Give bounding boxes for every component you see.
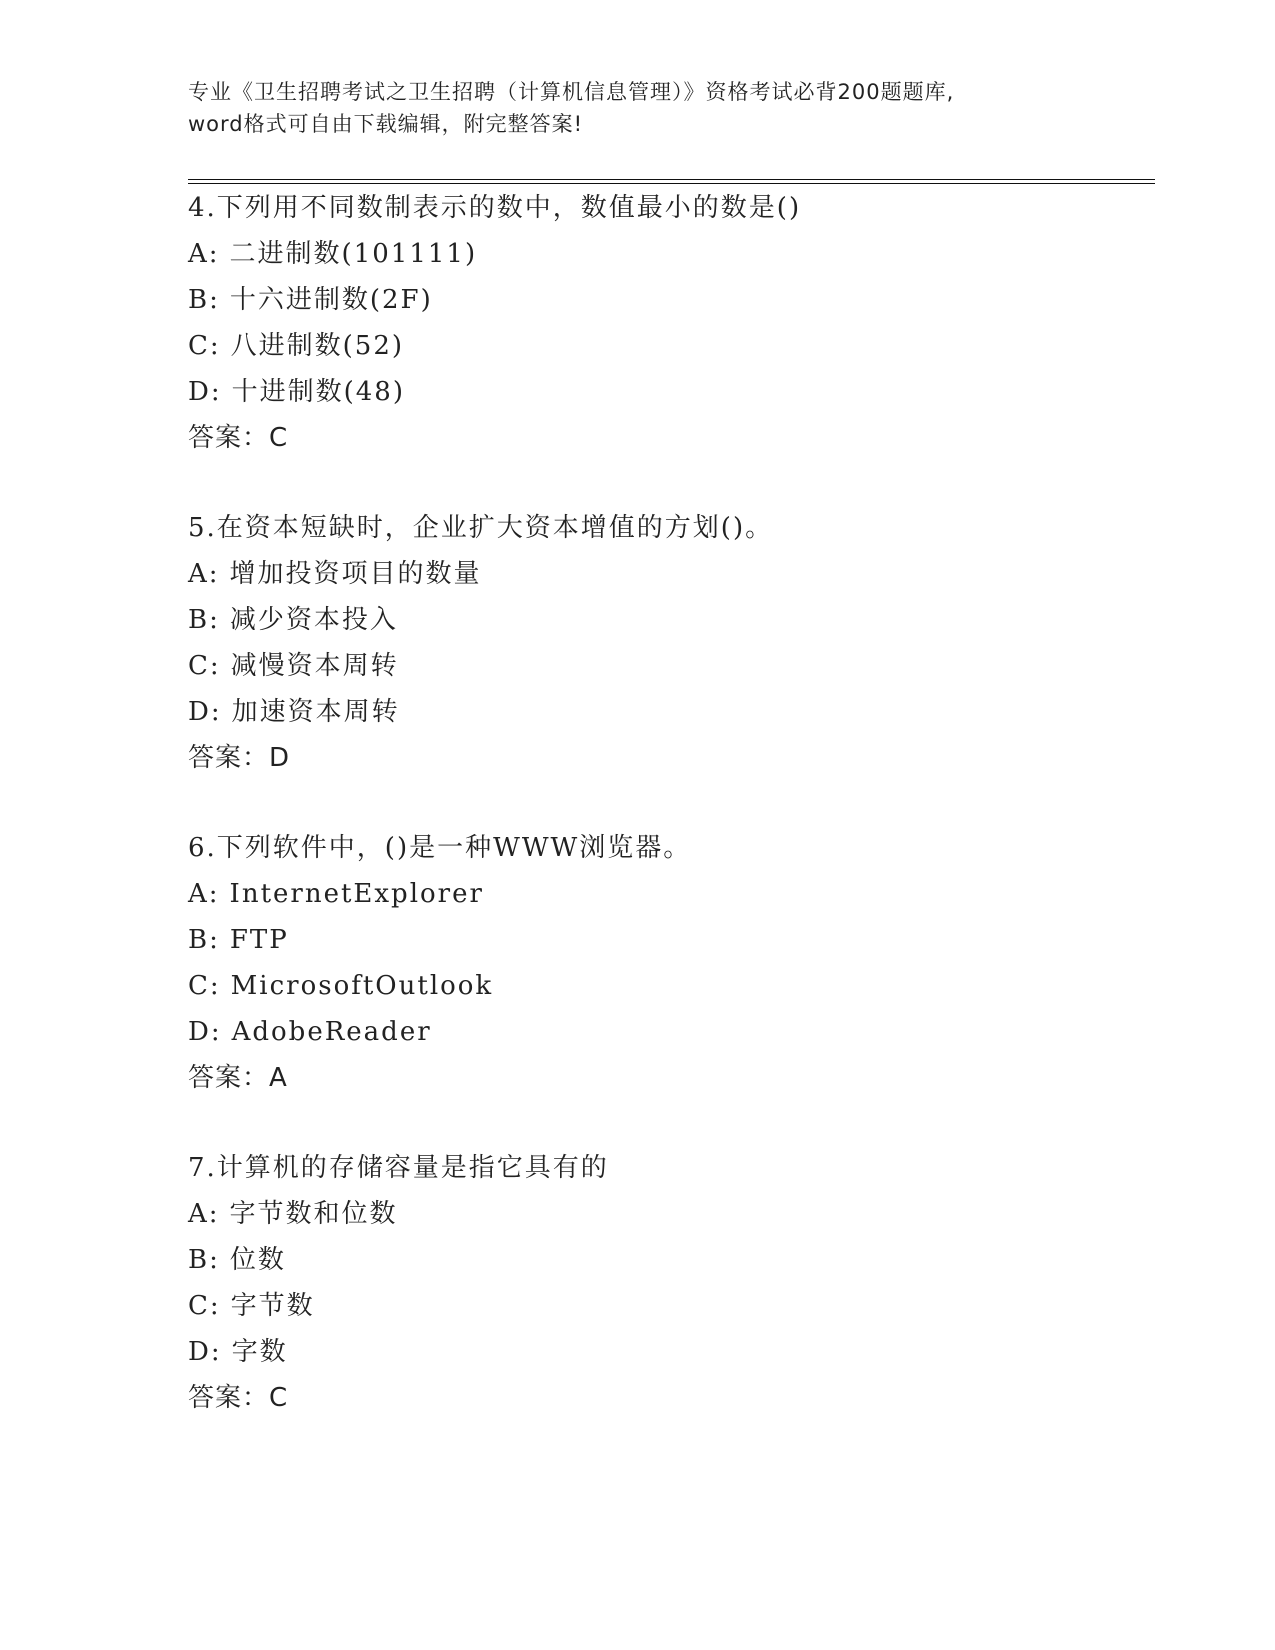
option-d: [188, 689, 1148, 735]
option-text: 减少资本投入: [229, 605, 398, 635]
option-text: 位数: [229, 1245, 286, 1275]
question-stem: 6.下列软件中，()是一种WWW浏览器。: [188, 833, 692, 863]
option-letter: B:: [188, 925, 220, 955]
option-letter: B:: [188, 285, 220, 315]
option-b: [188, 597, 1148, 643]
option-letter: C:: [188, 651, 221, 681]
option-text: 增加投资项目的数量: [229, 559, 482, 589]
answer-label: 答案：: [188, 1063, 270, 1093]
option-d: [188, 1329, 1148, 1375]
option-letter: B:: [188, 1245, 220, 1275]
option-letter: A:: [188, 239, 220, 269]
header-line-2: word格式可自由下载编辑，附完整答案!: [188, 112, 584, 136]
answer-line: [188, 1375, 1148, 1421]
header-divider-top: [188, 179, 1155, 180]
option-a: [188, 231, 1148, 277]
document-header: [188, 76, 1088, 140]
option-text: 字节数: [230, 1291, 315, 1321]
option-text: 十进制数(48): [231, 377, 405, 407]
option-letter: A:: [188, 1199, 220, 1229]
option-letter: C:: [188, 331, 221, 361]
option-text: InternetExplorer: [229, 879, 484, 909]
option-letter: D:: [188, 697, 222, 727]
option-letter: D:: [188, 1337, 222, 1367]
question-7: [188, 1145, 1148, 1421]
option-c: [188, 1283, 1148, 1329]
option-b: [188, 917, 1148, 963]
question-4: [188, 185, 1148, 461]
question-stem: 7.计算机的存储容量是指它具有的: [188, 1153, 609, 1183]
option-c: [188, 643, 1148, 689]
option-a: [188, 871, 1148, 917]
answer-line: [188, 1055, 1148, 1101]
answer-value: C: [269, 423, 289, 453]
option-letter: D:: [188, 377, 222, 407]
question-6: [188, 825, 1148, 1101]
option-letter: A:: [188, 879, 220, 909]
option-text: 加速资本周转: [231, 697, 400, 727]
answer-label: 答案：: [188, 743, 270, 773]
option-c: [188, 963, 1148, 1009]
option-d: [188, 369, 1148, 415]
option-text: 八进制数(52): [230, 331, 405, 361]
option-text: 字节数和位数: [229, 1199, 398, 1229]
option-text: 十六进制数(2F): [229, 285, 433, 315]
option-text: MicrosoftOutlook: [230, 971, 494, 1001]
option-a: [188, 551, 1148, 597]
answer-line: [188, 735, 1148, 781]
answer-label: 答案：: [188, 423, 270, 453]
question-stem: 4.下列用不同数制表示的数中，数值最小的数是(): [188, 193, 802, 223]
option-d: [188, 1009, 1148, 1055]
option-text: 字数: [231, 1337, 288, 1367]
answer-line: [188, 415, 1148, 461]
option-letter: B:: [188, 605, 220, 635]
option-text: AdobeReader: [231, 1017, 432, 1047]
option-text: FTP: [229, 925, 289, 955]
option-a: [188, 1191, 1148, 1237]
header-line-1: 专业《卫生招聘考试之卫生招聘（计算机信息管理）》资格考试必背200题题库,: [188, 80, 955, 104]
option-letter: C:: [188, 1291, 221, 1321]
question-5: [188, 505, 1148, 781]
answer-value: D: [269, 743, 291, 773]
option-b: [188, 1237, 1148, 1283]
option-b: [188, 277, 1148, 323]
option-text: 二进制数(101111): [229, 239, 478, 269]
option-letter: C:: [188, 971, 221, 1001]
answer-label: 答案：: [188, 1383, 270, 1413]
option-letter: A:: [188, 559, 220, 589]
option-text: 减慢资本周转: [230, 651, 399, 681]
question-stem: 5.在资本短缺时，企业扩大资本增值的方划()。: [188, 513, 774, 543]
option-letter: D:: [188, 1017, 222, 1047]
header-divider-bottom: [188, 183, 1155, 184]
answer-value: C: [269, 1383, 289, 1413]
answer-value: A: [269, 1063, 288, 1093]
option-c: [188, 323, 1148, 369]
